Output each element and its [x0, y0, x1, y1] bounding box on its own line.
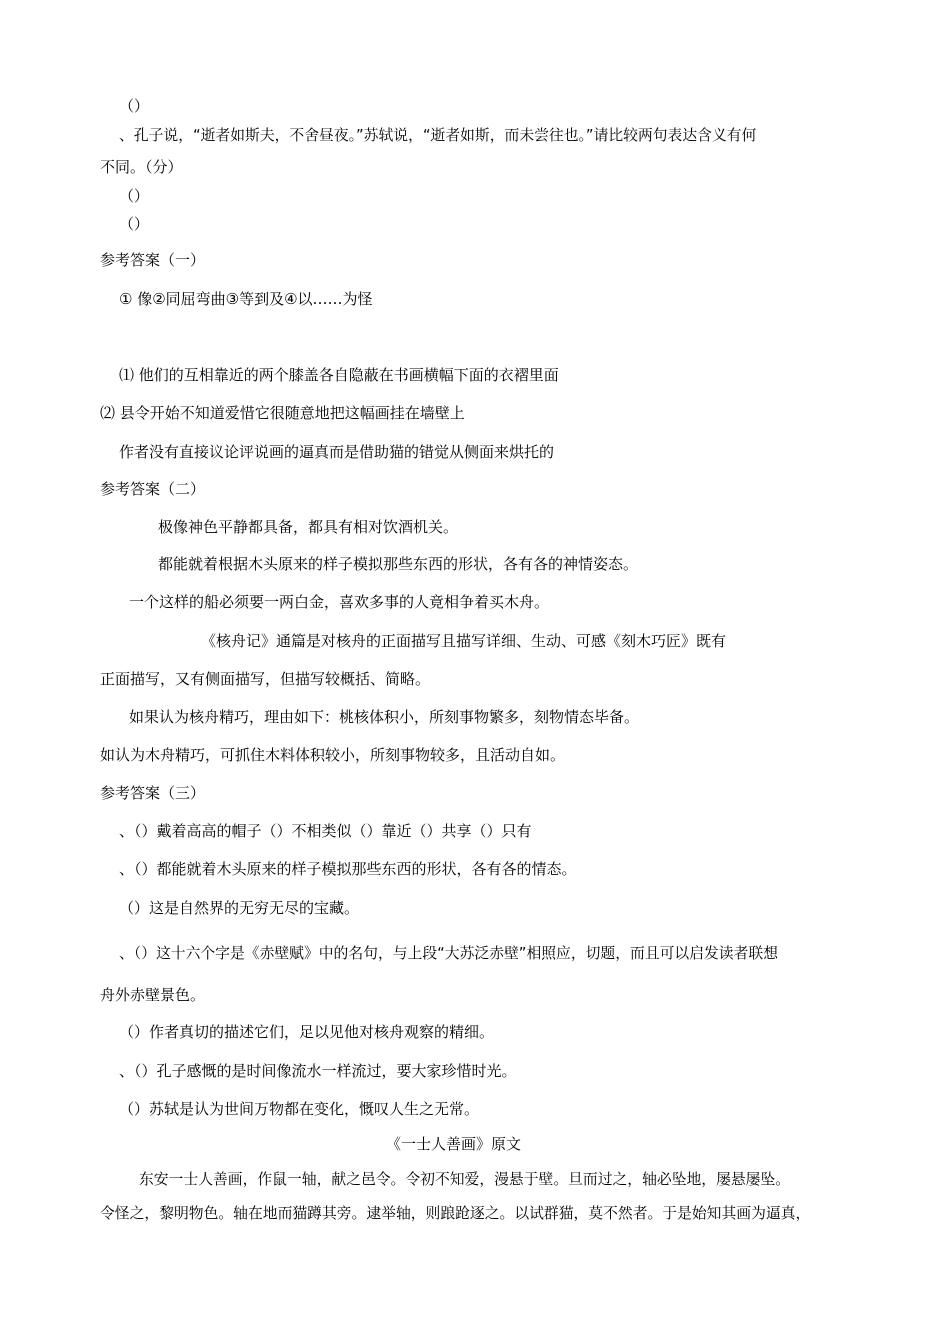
section-heading: 参考答案（一）	[100, 251, 206, 269]
answer-line: 如认为木舟精巧，可抓住木料体积较小，所刻事物较多，且活动自如。	[100, 746, 566, 764]
answer-line: 一个这样的船必须要一两白金，喜欢多事的人竟相争着买木舟。	[129, 593, 550, 611]
answer-line: 舟外赤壁景色。	[100, 986, 206, 1004]
answer-line: 、（）孔子感慨的是时间像流水一样流过，要大家珍惜时光。	[119, 1062, 517, 1080]
answer-line: （）这是自然界的无穷无尽的宝藏。	[119, 899, 360, 917]
answer-line: 、（）都能就着木头原来的样子模拟那些东西的形状，各有各的情态。	[119, 860, 577, 878]
answer-line: （）苏轼是认为世间万物都在变化，慨叹人生之无常。	[119, 1100, 480, 1118]
question-line: 、孔子说，“逝者如斯夫，不舍昼夜。”苏轼说，“逝者如斯，而未尝往也。”请比较两句表达含义有何	[119, 127, 757, 144]
answer-line: 极像神色平静都具备，都具有相对饮酒机关。	[158, 518, 459, 536]
answer-line: 正面描写，又有侧面描写，但描写较概括、简略。	[100, 670, 431, 688]
answer-line: ① 像②同屈弯曲③等到及④以……为怪	[119, 290, 373, 308]
answer-line: （）作者真切的描述它们，足以见他对核舟观察的精细。	[119, 1023, 495, 1041]
text-line: （）	[119, 97, 150, 115]
passage-line: 令怪之，黎明物色。轴在地而猫蹲其旁。逮举轴，则踉跄逐之。以试群猫，莫不然者。于是始知其画为逼真，	[100, 1205, 811, 1222]
answer-line: 、（）戴着高高的帽子（）不相类似（）靠近（）共享（）只有	[119, 822, 532, 840]
section-heading: 参考答案（二）	[100, 480, 206, 498]
text-line: （）	[119, 215, 150, 233]
answer-line: 、（）这十六个字是《赤壁赋》中的名句，与上段“大苏泛赤壁”相照应，切题，而且可以启发读者联想	[119, 945, 778, 962]
answer-line: 都能就着根据木头原来的样子模拟那些东西的形状，各有各的神情姿态。	[158, 555, 639, 573]
answer-line: ⑵ 县令开始不知道爱惜它很随意地把这幅画挂在墙壁上	[100, 404, 465, 422]
text-line: （）	[119, 187, 150, 205]
answer-line: ⑴ 他们的互相靠近的两个膝盖各自隐蔽在书画横幅下面的衣褶里面	[119, 366, 559, 384]
passage-title: 《一士人善画》原文	[386, 1135, 522, 1153]
answer-line: 如果认为核舟精巧，理由如下：桃核体积小，所刻事物繁多，刻物情态毕备。	[129, 708, 640, 726]
answer-line: 作者没有直接议论评说画的逼真而是借助猫的错觉从侧面来烘托的	[119, 443, 555, 461]
question-line: 不同。（分）	[100, 158, 183, 176]
passage-line: 东安一士人善画，作鼠一轴，献之邑令。令初不知爱，漫悬于壁。旦而过之，轴必坠地，屡悬屡坠。	[139, 1171, 791, 1188]
section-heading: 参考答案（三）	[100, 784, 206, 802]
answer-line: 《核舟记》通篇是对核舟的正面描写且描写详细、生动、可感《刻木巧匠》既有	[201, 632, 727, 650]
